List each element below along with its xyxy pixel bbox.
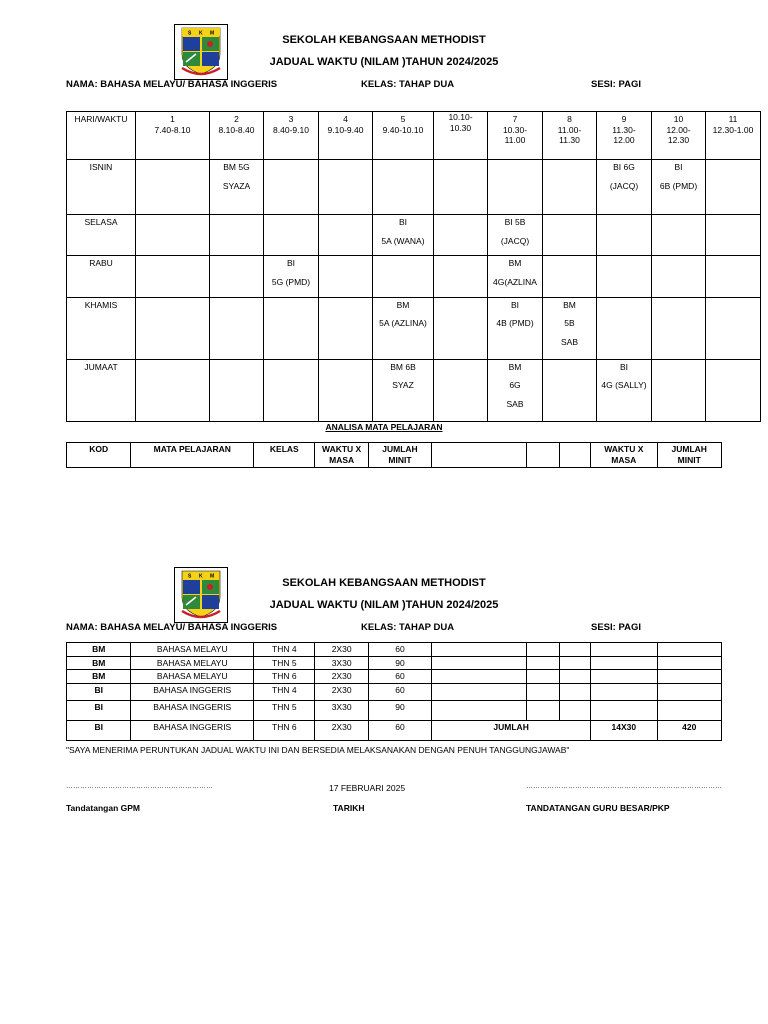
- subject-cell: BAHASA INGGERIS: [131, 700, 254, 720]
- school-name: SEKOLAH KEBANGSAAN METHODIST: [282, 34, 486, 46]
- timetable-cell: [434, 215, 488, 256]
- empty-cell: [591, 656, 657, 670]
- cell-text: BM: [508, 361, 522, 372]
- corner-header: HARI/WAKTU: [67, 112, 136, 160]
- logo-letter: S: [188, 30, 192, 37]
- kelas-label: KELAS: TAHAP DUA: [361, 79, 455, 90]
- empty-cell: [432, 700, 527, 720]
- timetable-cell: [488, 256, 543, 297]
- signature-label-gb: TANDATANGAN GURU BESAR/PKP: [526, 803, 670, 813]
- cell-text: 6G: [509, 380, 521, 391]
- timetable-cell: [597, 359, 652, 421]
- timetable-cell: [652, 160, 706, 215]
- logo-letter: M: [210, 30, 215, 37]
- date-label: TARIKH: [333, 803, 365, 813]
- timetable-cell: [373, 160, 434, 215]
- day-row: [67, 359, 761, 421]
- day-row: [67, 297, 761, 359]
- signature-line-gpm: ………………………………………………………: [66, 783, 213, 790]
- col-header-kelas: KELAS: [254, 443, 315, 468]
- kelas-cell: THN 6: [254, 720, 315, 740]
- nama-label: NAMA: BAHASA MELAYU/ BAHASA INGGERIS: [66, 79, 278, 90]
- day-row: [67, 160, 761, 215]
- acceptance-statement: "SAYA MENERIMA PERUNTUKAN JADUAL WAKTU INI DAN BERSEDIA MELAKSANAKAN DENGAN PENUH TANGGUNGJAWAB": [66, 745, 570, 755]
- timetable-cell: [434, 160, 488, 215]
- cell-text: 4G(AZLINA: [493, 276, 537, 287]
- timetable-cell: [543, 215, 597, 256]
- subject-cell: BAHASA MELAYU: [131, 656, 254, 670]
- period-header: 2 8.10-8.40: [210, 112, 264, 160]
- signature-line-gb: …………………………………………………………………………: [526, 783, 722, 790]
- waktu-cell: 2X30: [315, 670, 368, 684]
- kod-cell: BI: [67, 683, 131, 700]
- kelas-cell: THN 5: [254, 656, 315, 670]
- cell-text: BI 5B: [504, 217, 526, 227]
- period-header: 9 11.30- 12.00: [597, 112, 652, 160]
- col-header-waktu-masa: WAKTU X MASA: [315, 443, 368, 468]
- period-header: 10.10- 10.30: [434, 112, 488, 160]
- cell-text: BM: [508, 258, 522, 269]
- timetable-cell: [136, 297, 210, 359]
- minit-cell: 60: [368, 720, 431, 740]
- school-logo: [174, 567, 228, 623]
- timetable-cell: [597, 256, 652, 297]
- timetable-cell: [652, 359, 706, 421]
- cell-text: BI: [286, 258, 296, 269]
- timetable-cell: [488, 359, 543, 421]
- date-value: 17 FEBRUARI 2025: [329, 783, 406, 793]
- timetable-cell: [706, 297, 761, 359]
- empty-cell: [432, 656, 527, 670]
- day-row: [67, 215, 761, 256]
- cell-text: (JACQ): [500, 235, 530, 246]
- empty-cell: [526, 700, 559, 720]
- col-header-kod: KOD: [67, 443, 131, 468]
- timetable-cell: [319, 160, 373, 215]
- empty-cell: [526, 643, 559, 657]
- timetable-cell: [597, 160, 652, 215]
- subject-row: [67, 720, 722, 740]
- cell-text: BM 5G: [223, 162, 250, 172]
- timetable-cell: [210, 256, 264, 297]
- waktu-cell: 3X30: [315, 700, 368, 720]
- timetable-cell: [373, 297, 434, 359]
- minit-cell: 60: [368, 643, 431, 657]
- empty-cell: [657, 700, 722, 720]
- timetable-cell: [264, 160, 319, 215]
- waktu-cell: 2X30: [315, 643, 368, 657]
- analisa-heading: ANALISA MATA PELAJARAN: [325, 422, 443, 432]
- timetable-cell: [264, 215, 319, 256]
- cell-text: BM: [563, 299, 576, 310]
- jumlah-minit: 420: [657, 720, 722, 740]
- empty-cell: [657, 683, 722, 700]
- day-label: RABU: [67, 256, 136, 297]
- timetable-cell: [597, 297, 652, 359]
- cell-text: SAB: [506, 398, 524, 409]
- cell-text: (JACQ): [609, 180, 639, 191]
- subject-cell: BAHASA MELAYU: [131, 643, 254, 657]
- empty-cell: [591, 670, 657, 684]
- kelas-cell: THN 4: [254, 643, 315, 657]
- sesi-label: SESI: PAGI: [591, 79, 641, 90]
- timetable-cell: [706, 359, 761, 421]
- cell-text: 5G (PMD): [271, 276, 311, 287]
- waktu-cell: 2X30: [315, 720, 368, 740]
- kelas-cell: THN 4: [254, 683, 315, 700]
- period-header: 10 12.00- 12.30: [652, 112, 706, 160]
- timetable-cell: [652, 215, 706, 256]
- timetable-cell: [264, 359, 319, 421]
- timetable-cell: [136, 359, 210, 421]
- cell-text: BI: [398, 217, 408, 227]
- empty-header-cell: [559, 443, 590, 468]
- empty-cell: [526, 670, 559, 684]
- timetable-cell: [210, 160, 264, 215]
- empty-cell: [591, 643, 657, 657]
- cell-text: BI: [674, 162, 683, 172]
- cell-text: BI: [510, 299, 520, 310]
- empty-cell: [432, 643, 527, 657]
- school-name: SEKOLAH KEBANGSAAN METHODIST: [282, 577, 486, 589]
- timetable-cell: [488, 160, 543, 215]
- empty-cell: [526, 656, 559, 670]
- kod-cell: BM: [67, 643, 131, 657]
- timetable-cell: [543, 256, 597, 297]
- cell-text: BM 6B: [390, 361, 416, 372]
- timetable-cell: [706, 256, 761, 297]
- day-label: ISNIN: [67, 160, 136, 215]
- logo-letter: K: [199, 30, 203, 37]
- col-header-waktu-masa-2: WAKTU X MASA: [591, 443, 657, 468]
- empty-cell: [432, 683, 527, 700]
- timetable-cell: [488, 297, 543, 359]
- waktu-cell: 3X30: [315, 656, 368, 670]
- timetable-cell: [488, 215, 543, 256]
- cell-text: SYAZA: [222, 180, 251, 191]
- empty-cell: [657, 656, 722, 670]
- period-header: 8 11.00- 11.30: [543, 112, 597, 160]
- empty-cell: [432, 670, 527, 684]
- day-row: [67, 256, 761, 297]
- subject-row: [67, 656, 722, 670]
- empty-cell: [559, 700, 590, 720]
- timetable-cell: [373, 359, 434, 421]
- kelas-label: KELAS: TAHAP DUA: [361, 622, 455, 633]
- empty-cell: [657, 643, 722, 657]
- period-header: 1 7.40-8.10: [136, 112, 210, 160]
- analisa-header-table: [66, 442, 722, 468]
- cell-text: 4G (SALLY): [601, 380, 647, 391]
- day-label: SELASA: [67, 215, 136, 256]
- timetable-cell: [373, 215, 434, 256]
- timetable-cell: [543, 297, 597, 359]
- subject-cell: BAHASA MELAYU: [131, 670, 254, 684]
- cell-text: BI 6G: [613, 162, 635, 172]
- kelas-cell: THN 5: [254, 700, 315, 720]
- timetable-cell: [264, 297, 319, 359]
- minit-cell: 60: [368, 683, 431, 700]
- timetable-cell: [434, 256, 488, 297]
- jumlah-label: JUMLAH: [432, 720, 591, 740]
- timetable-cell: [136, 215, 210, 256]
- kod-cell: BI: [67, 700, 131, 720]
- cell-text: 4B (PMD): [496, 318, 534, 329]
- timetable-body: [67, 160, 761, 422]
- empty-cell: [657, 670, 722, 684]
- empty-cell: [559, 670, 590, 684]
- timetable-cell: [136, 160, 210, 215]
- empty-cell: [591, 683, 657, 700]
- timetable-cell: [652, 297, 706, 359]
- timetable-title: JADUAL WAKTU (NILAM )TAHUN 2024/2025: [269, 599, 499, 611]
- col-header-jumlah-minit-2: JUMLAH MINIT: [657, 443, 722, 468]
- nama-label: NAMA: BAHASA MELAYU/ BAHASA INGGERIS: [66, 622, 278, 633]
- jumlah-waktu: 14X30: [591, 720, 657, 740]
- empty-cell: [559, 683, 590, 700]
- period-header: 5 9.40-10.10: [373, 112, 434, 160]
- cell-text: 5A (AZLINA): [379, 318, 427, 329]
- cell-text: 6B (PMD): [659, 180, 698, 191]
- period-header: 11 12.30-1.00: [706, 112, 761, 160]
- cell-text: BI: [619, 361, 629, 372]
- timetable-cell: [434, 297, 488, 359]
- timetable: [66, 111, 761, 422]
- empty-cell: [526, 683, 559, 700]
- empty-cell: [559, 656, 590, 670]
- cell-text: 5B: [564, 318, 575, 329]
- cell-text: SYAZ: [392, 380, 414, 391]
- subject-row: [67, 670, 722, 684]
- logo-letter: S: [188, 573, 192, 580]
- timetable-cell: [543, 160, 597, 215]
- empty-header-cell: [526, 443, 559, 468]
- waktu-cell: 2X30: [315, 683, 368, 700]
- subject-cell: BAHASA INGGERIS: [131, 720, 254, 740]
- timetable-cell: [319, 215, 373, 256]
- kod-cell: BM: [67, 670, 131, 684]
- timetable-cell: [597, 215, 652, 256]
- timetable-cell: [319, 297, 373, 359]
- subject-cell: BAHASA INGGERIS: [131, 683, 254, 700]
- timetable-cell: [210, 215, 264, 256]
- sesi-label: SESI: PAGI: [591, 622, 641, 633]
- cell-text: 5A (WANA): [381, 235, 425, 246]
- period-header: 7 10.30- 11.00: [488, 112, 543, 160]
- subject-row: [67, 643, 722, 657]
- period-header: 3 8.40-9.10: [264, 112, 319, 160]
- minit-cell: 60: [368, 670, 431, 684]
- school-logo: [174, 24, 228, 80]
- timetable-cell: [373, 256, 434, 297]
- logo-letter: K: [199, 573, 203, 580]
- subject-row: [67, 683, 722, 700]
- timetable-cell: [210, 359, 264, 421]
- kod-cell: BM: [67, 656, 131, 670]
- timetable-cell: [210, 297, 264, 359]
- signature-label-gpm: Tandatangan GPM: [66, 803, 140, 813]
- day-label: KHAMIS: [67, 297, 136, 359]
- timetable-cell: [706, 160, 761, 215]
- timetable-cell: [136, 256, 210, 297]
- empty-cell: [559, 643, 590, 657]
- minit-cell: 90: [368, 656, 431, 670]
- timetable-title: JADUAL WAKTU (NILAM )TAHUN 2024/2025: [269, 56, 499, 68]
- cell-text: SAB: [560, 336, 578, 347]
- timetable-cell: [706, 215, 761, 256]
- subject-row: [67, 700, 722, 720]
- col-header-jumlah-minit: JUMLAH MINIT: [368, 443, 431, 468]
- empty-header-cell: [432, 443, 527, 468]
- minit-cell: 90: [368, 700, 431, 720]
- empty-cell: [591, 700, 657, 720]
- timetable-cell: [264, 256, 319, 297]
- period-header: 4 9.10-9.40: [319, 112, 373, 160]
- timetable-cell: [652, 256, 706, 297]
- logo-letter: M: [210, 573, 215, 580]
- kod-cell: BI: [67, 720, 131, 740]
- kelas-cell: THN 6: [254, 670, 315, 684]
- timetable-cell: [543, 359, 597, 421]
- analisa-table: [66, 642, 722, 741]
- period-header-row: [67, 112, 761, 160]
- timetable-cell: [319, 359, 373, 421]
- col-header-mata-pelajaran: MATA PELAJARAN: [131, 443, 254, 468]
- timetable-cell: [434, 359, 488, 421]
- cell-text: BM: [396, 299, 410, 310]
- timetable-cell: [319, 256, 373, 297]
- day-label: JUMAAT: [67, 359, 136, 421]
